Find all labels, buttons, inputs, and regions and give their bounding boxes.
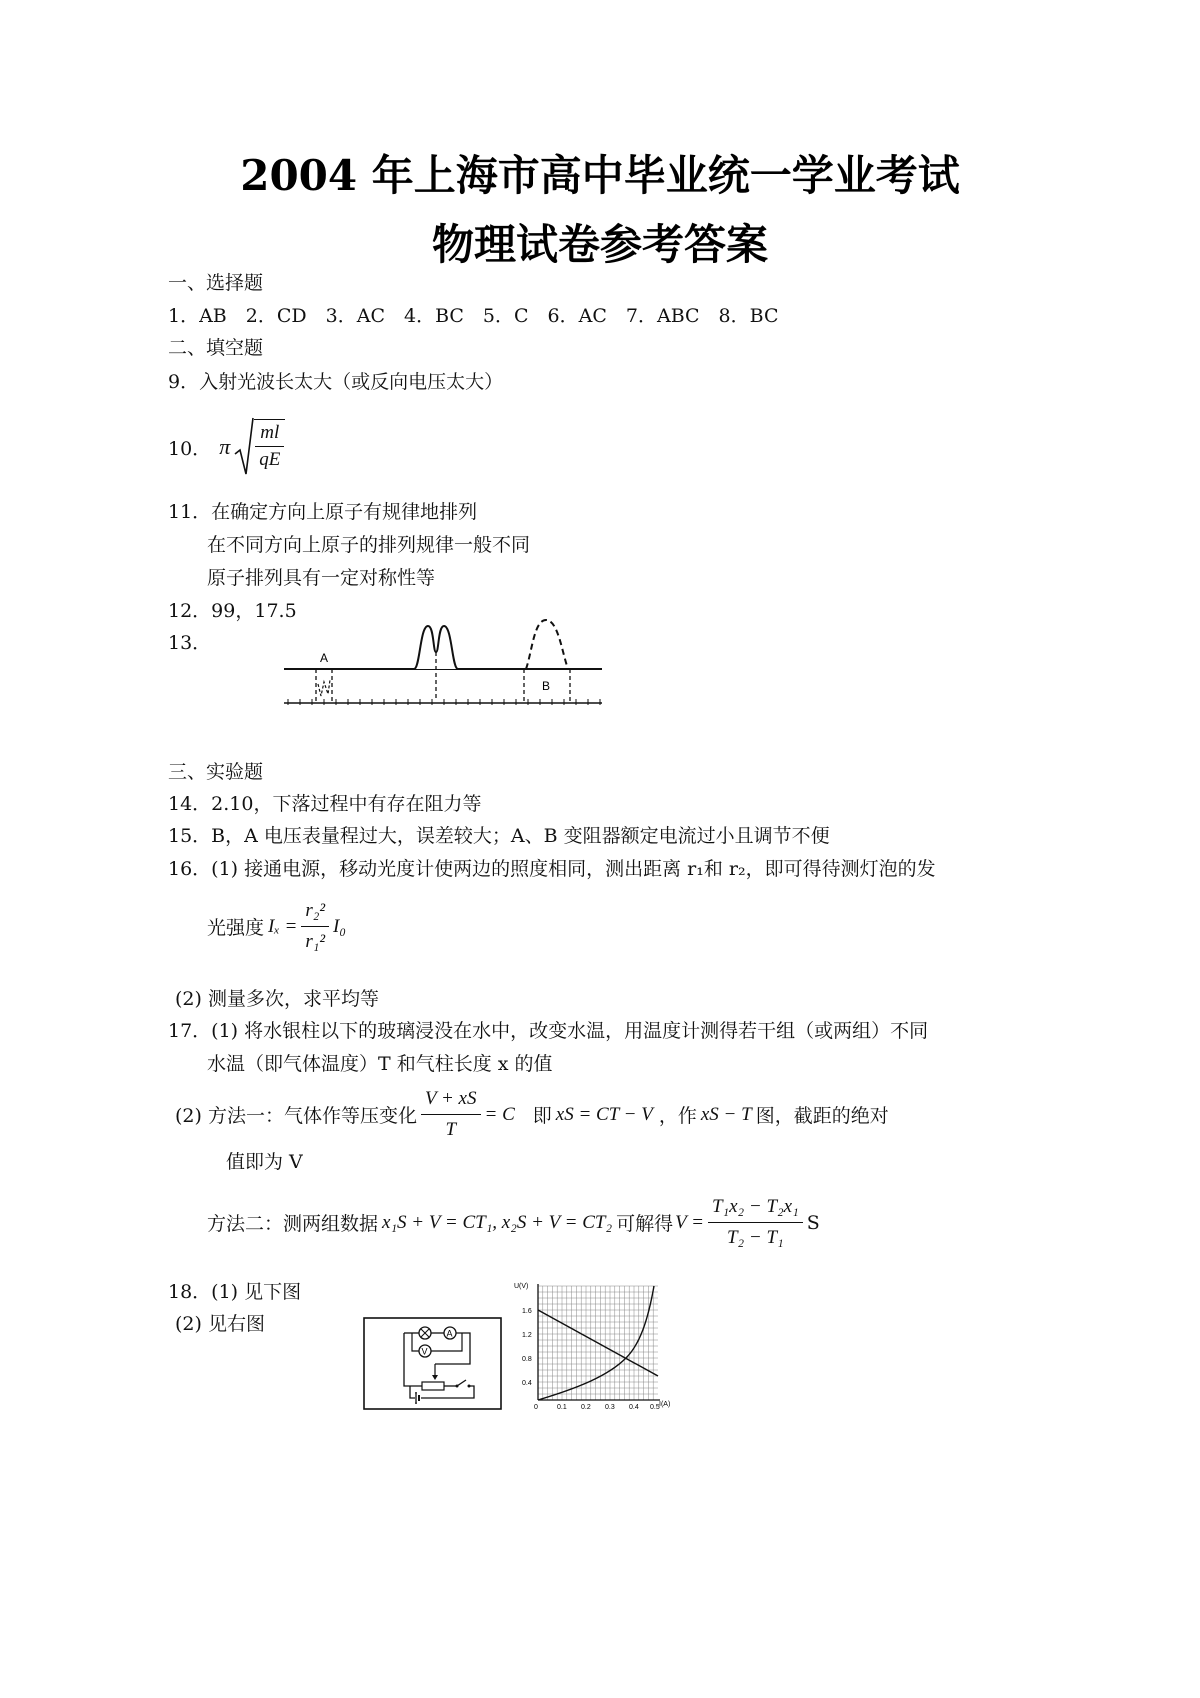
answer-q17-line2: 水温（即气体温度）T 和气柱长度 x 的值 [207, 1053, 553, 1075]
y-tick-1.2: 1.2 [522, 1332, 532, 1339]
y-tick-0.8: 0.8 [522, 1356, 532, 1363]
pulse-b [524, 620, 570, 701]
q17-m2-prefix: 方法二：测两组数据 [207, 1213, 379, 1235]
section-fill-heading: 二、填空题 [168, 337, 264, 359]
battery-icon [415, 1392, 421, 1404]
label-a: A [320, 651, 329, 665]
q17-m2-numerator: T₁x₂ − T₂x₁ [708, 1194, 803, 1223]
graph-x-label: I(A) [659, 1401, 671, 1408]
svg-text:A: A [446, 1328, 453, 1339]
source-characteristic-line [538, 1310, 658, 1376]
q17-m1-rest1: 即 [532, 1105, 552, 1127]
pulse-a [316, 651, 332, 701]
answer-q16-line1: 16．(1) 接通电源，移动光度计使两边的照度相同，测出距离 r₁和 r₂，即可得待测灯泡的发 [168, 858, 936, 880]
q17-m2-fraction [708, 1194, 803, 1251]
answer-q13-label: 13． [168, 632, 212, 654]
q17-m1-graph: xS − T [700, 1103, 752, 1125]
graph-y-label: U(V) [514, 1283, 529, 1290]
q16-denominator: r₁² [305, 931, 326, 952]
q16-prefix: 光强度 [207, 917, 265, 939]
ammeter-icon [444, 1327, 456, 1339]
lamp-icon [419, 1327, 431, 1339]
svg-text:V: V [421, 1346, 428, 1357]
answer-q12: 12．99，17.5 [168, 600, 297, 622]
q10-denominator: qE [259, 449, 281, 470]
x-tick-0.5: 0.5 [650, 1404, 660, 1411]
x-tick-0.1: 0.1 [557, 1404, 567, 1411]
q13-wave-figure [280, 612, 610, 712]
x-tick-0: 0 [534, 1404, 538, 1411]
answer-q11-line1: 11．在确定方向上原子有规律地排列 [168, 501, 478, 523]
answer-q17-line1: 17．(1) 将水银柱以下的玻璃浸没在水中，改变水温，用温度计测得若干组（或两组）不同 [168, 1020, 929, 1042]
title-line2: 物理试卷参考答案 [431, 220, 768, 269]
q18-circuit-diagram [362, 1316, 504, 1412]
q10-pi: π [219, 434, 231, 459]
answer-q18-line2: (2) 见右图 [175, 1313, 265, 1335]
q17-m2-lhs: V = [675, 1211, 704, 1233]
answer-q16-line3: (2) 测量多次，求平均等 [175, 988, 379, 1010]
q16-fraction [301, 898, 329, 955]
q10-label: 10． [168, 437, 212, 460]
q16-rhs: I₀ [333, 915, 346, 937]
q10-numerator: ml [255, 420, 284, 447]
q17-m1-numerator: V + xS [421, 1086, 481, 1115]
x-tick-0.4: 0.4 [629, 1404, 639, 1411]
double-hump-pulse [414, 626, 458, 701]
answer-q18-line1: 18．(1) 见下图 [168, 1281, 302, 1303]
q17-m1-fraction [421, 1086, 481, 1143]
choice-answers: 1．AB 2．CD 3．AC 4．BC 5．C 6．AC 7．ABC 8．BC [168, 305, 779, 327]
answer-q17-method1-line2: 值即为 V [226, 1151, 303, 1173]
label-b: B [542, 679, 551, 693]
switch-icon [456, 1380, 471, 1388]
voltmeter-icon [419, 1345, 431, 1357]
answer-q15: 15．B，A 电压表量程过大，误差较大；A、B 变阻器额定电流过小且调节不便 [168, 825, 830, 847]
q18-ui-graph [508, 1280, 680, 1412]
q17-m1-prefix: (2) 方法一：气体作等压变化 [175, 1105, 417, 1127]
answer-q10 [168, 416, 285, 478]
q17-m2-denominator: T₂ − T₁ [726, 1227, 784, 1248]
rheostat-icon [422, 1364, 444, 1390]
answer-q17-method1 [175, 1086, 889, 1143]
q17-m1-formula: xS = CT − V [555, 1103, 653, 1125]
q17-m1-eq: = C [484, 1103, 515, 1125]
x-tick-0.2: 0.2 [581, 1404, 591, 1411]
lamp-characteristic-curve [538, 1286, 654, 1400]
q16-numerator: r₂² [301, 898, 329, 927]
title-line1: 2004 年上海市高中毕业统一学业考试 [240, 151, 960, 200]
q17-m1-rest2: ，作 [658, 1105, 697, 1127]
q17-m2-mid: 可解得 [616, 1213, 674, 1235]
section-choice-heading: 一、选择题 [168, 272, 264, 294]
q10-fraction [254, 419, 285, 473]
q17-m2-unit: S [806, 1211, 820, 1234]
answer-q9: 9．入射光波长太大（或反向电压太大） [168, 371, 504, 393]
answer-q11-line3: 原子排列具有一定对称性等 [207, 567, 436, 589]
q17-m1-denominator: T [445, 1119, 457, 1140]
x-tick-0.3: 0.3 [605, 1404, 615, 1411]
q16-lhs: Iₓ = [268, 915, 298, 937]
sqrt-symbol-icon [234, 416, 254, 478]
section-experiment-heading: 三、实验题 [168, 761, 264, 783]
answer-q16-line2 [207, 898, 346, 955]
y-tick-1.6: 1.6 [522, 1308, 532, 1315]
answer-q11-line2: 在不同方向上原子的排列规律一般不同 [207, 534, 531, 556]
answer-q17-method2 [207, 1194, 820, 1251]
q17-m1-rest3: 图，截距的绝对 [755, 1105, 889, 1127]
q17-m2-formula: x₁S + V = CT₁, x₂S + V = CT₂ [382, 1211, 613, 1233]
y-tick-0.4: 0.4 [522, 1380, 532, 1387]
answer-q14: 14．2.10，下落过程中有存在阻力等 [168, 793, 482, 815]
